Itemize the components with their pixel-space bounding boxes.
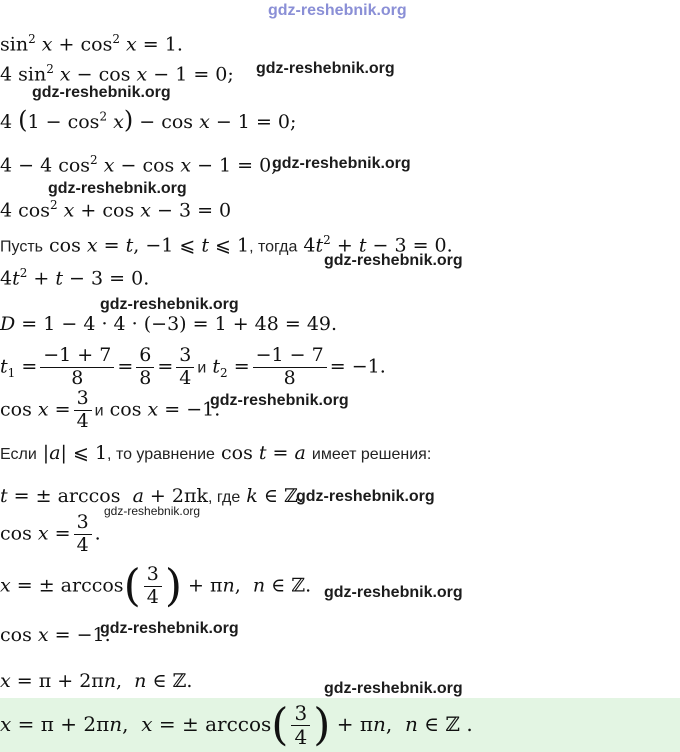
watermark-text-small: gdz-reshebnik.org [104,504,201,518]
answer-formula: x = π + 2πn, x = ± arccos( $\frac{3}{4}$ ) + πn, n ∈ ℤ . [0,699,473,751]
rule-label-2: имеет решения: [311,446,432,463]
eq-discriminant: D = 1 − 4 · 4 · (−3) = 1 + 48 = 49. [0,313,338,335]
then-label: , тогда [249,238,298,256]
rule-label: , то уравнение [107,446,215,463]
eq-quadratic-t: $4t^2 + t - 3 = 0$. [0,266,150,290]
eq-quadratic-cos: 4 $\cos^2 x + \cos x - 3 = 0$ [0,198,232,222]
watermark-text: gdz-reshebnik.org [324,252,463,269]
where-label: , где [207,489,241,506]
solution-arccos: x = ± arccos( $\frac{3}{4}$ ) + πn, n ∈ ℤ. [0,560,312,612]
answer-block [0,698,680,752]
eq-opened: 4 − 4 $\cos^2 x - \cos x - 1 = 0$; [0,153,278,177]
and-label: и [94,402,104,420]
watermark-text: gdz-reshebnik.org [32,84,171,101]
and-label: и [197,359,207,377]
rule-line: Если |a| ⩽ 1, то уравнение cos t = a имеет решения: [0,442,432,464]
watermark-text: gdz-reshebnik.org [272,155,411,172]
general-solution: t = ± arccos a + 2πk, где k ∈ ℤ. [0,485,304,507]
eq-cos-values: cos x = $\frac{3}{4}$ и cos x = −1. [0,387,221,432]
watermark-text: gdz-reshebnik.org [256,60,395,77]
eq-roots: $t_1$ = $\frac{-1 + 7}{8}$ = $\frac{6}{8}$ = $\frac{3}{4}$ и $t_2$ = $\frac{-1 - 7}{8}$ = −1. [0,344,386,389]
watermark-text: gdz-reshebnik.org [324,584,463,601]
substitution-line: Пусть cos x = t, −1 ⩽ t ⩽ 1, тогда $4t^2 + t - 3 = 0$. [0,233,453,257]
watermark-text: gdz-reshebnik.org [296,488,435,505]
eq-cos-minus-one: cos x = −1. [0,624,111,646]
if-label: Если [0,446,37,463]
watermark-text: gdz-reshebnik.org [48,180,187,197]
watermark-text: gdz-reshebnik.org [100,620,239,637]
watermark-text: gdz-reshebnik.org [100,296,239,313]
let-label: Пусть [0,238,43,256]
eq-cos-three-quarters: cos x = $\frac{3}{4}$ . [0,511,101,556]
eq-identity: $\sin^2 x + \cos^2 x = 1$. [0,32,183,56]
solution-pi: x = π + 2πn, n ∈ ℤ. [0,670,193,692]
watermark-text: gdz-reshebnik.org [210,392,349,409]
eq-expanded: 4 $(1 - \cos^2 x) - \cos x - 1 = 0$; [0,106,297,134]
eq-substituted: 4 $\sin^2 x - \cos x - 1 = 0$; [0,62,234,86]
watermark-text: gdz-reshebnik.org [324,680,463,697]
header-watermark: gdz-reshebnik.org [268,2,407,19]
